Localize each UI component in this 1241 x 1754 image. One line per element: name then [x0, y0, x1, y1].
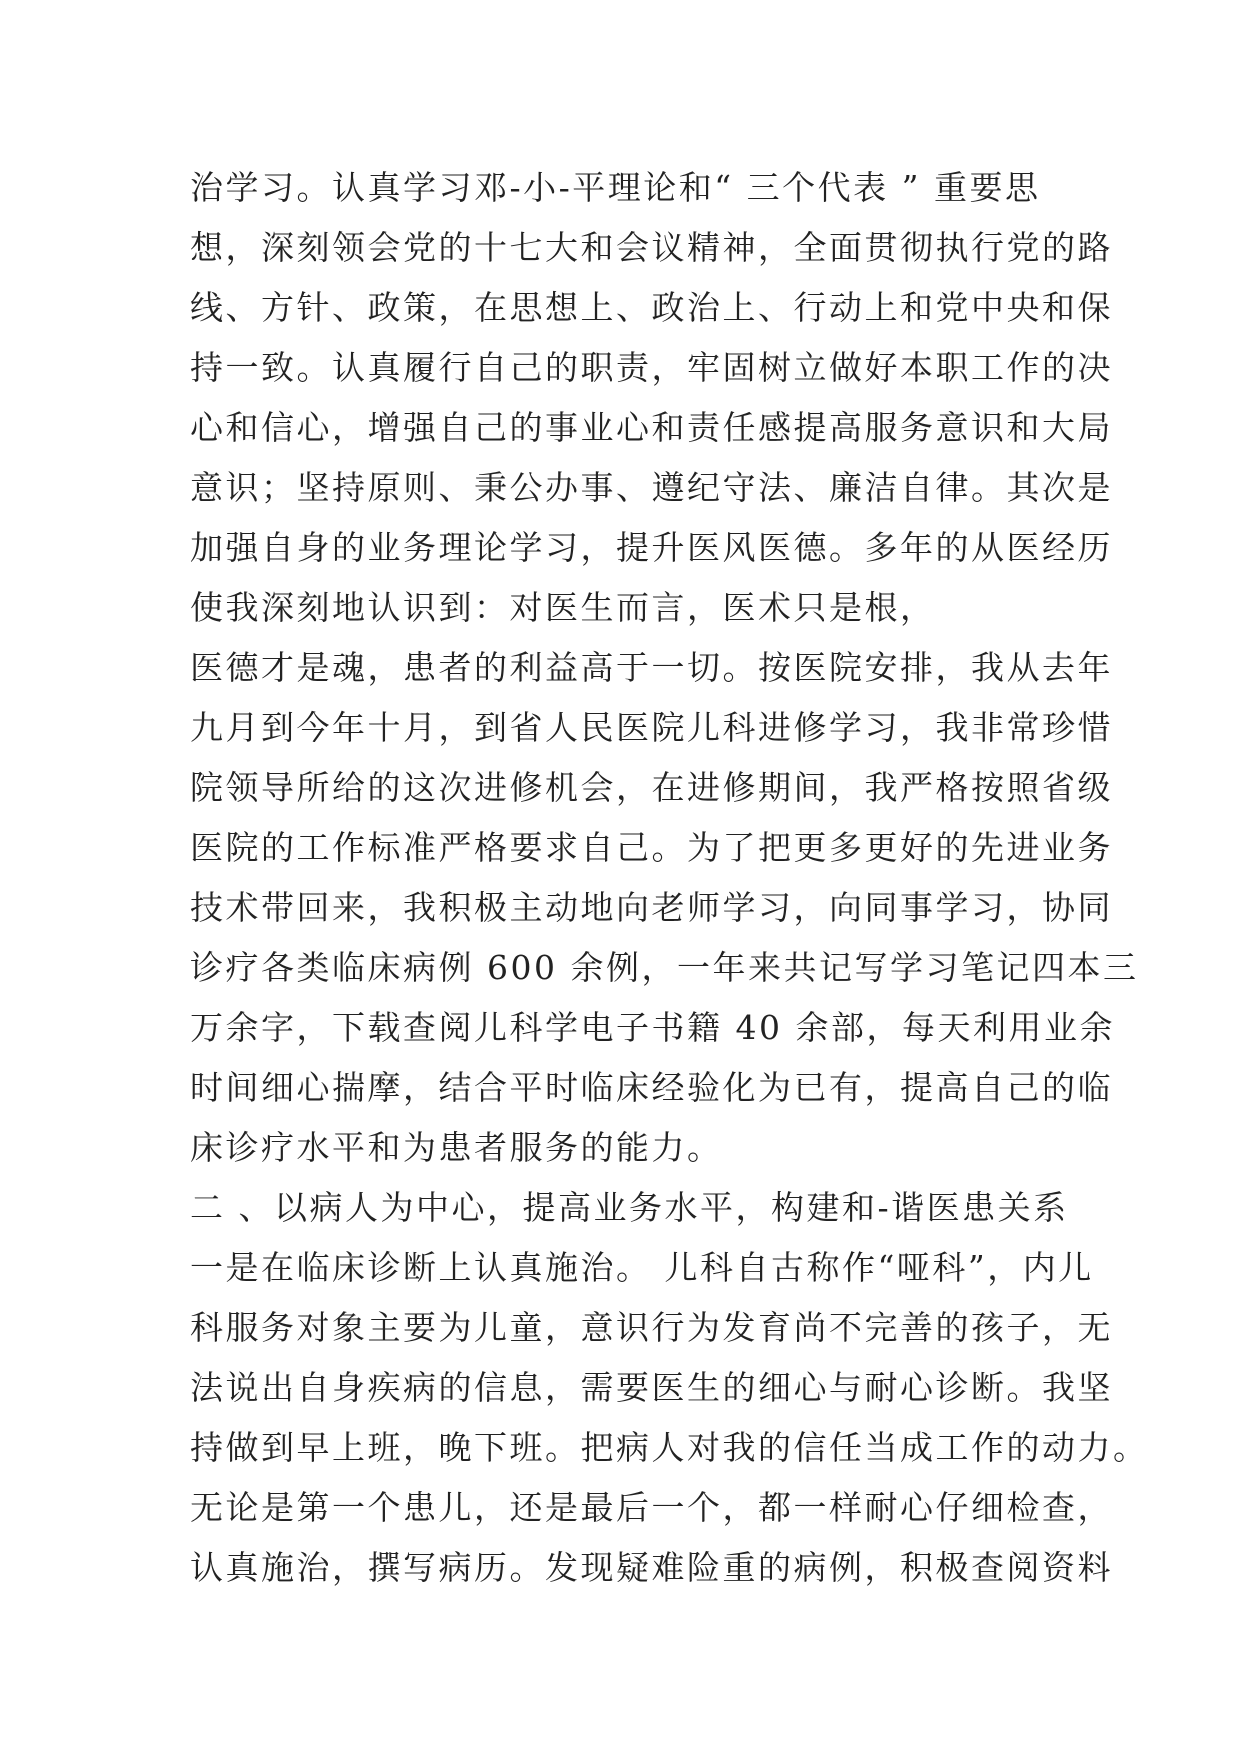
text-line: 一是在临床诊断上认真施治。 儿科自古称作“哑科”，内儿 — [190, 1248, 1094, 1287]
text-line: 医德才是魂，患者的利益高于一切。按医院安排，我从去年 — [190, 648, 1113, 687]
body-text — [190, 158, 1149, 1598]
text-line: 持一致。认真履行自己的职责，牢固树立做好本职工作的决 — [190, 348, 1113, 387]
text-line: 医院的工作标准严格要求自己。为了把更多更好的先进业务 — [190, 828, 1113, 867]
text-line: 无论是第一个患儿，还是最后一个，都一样耐心仔细检查， — [190, 1488, 1113, 1527]
text-line: 床诊疗水平和为患者服务的能力。 — [190, 1128, 723, 1167]
text-line: 院领导所给的这次进修机会，在进修期间，我严格按照省级 — [190, 768, 1113, 807]
text-line: 持做到早上班，晚下班。把病人对我的信任当成工作的动力。 — [190, 1428, 1149, 1467]
section-heading: 二 、以病人为中心，提高业务水平，构建和-谐医患关系 — [190, 1188, 1069, 1227]
text-line: 科服务对象主要为儿童，意识行为发育尚不完善的孩子，无 — [190, 1308, 1113, 1347]
text-line: 心和信心，增强自己的事业心和责任感提高服务意识和大局 — [190, 408, 1113, 447]
text-line: 加强自身的业务理论学习，提升医风医德。多年的从医经历 — [190, 528, 1113, 567]
text-line: 使我深刻地认识到：对医生而言，医术只是根， — [190, 588, 936, 627]
text-line: 认真施治，撰写病历。发现疑难险重的病例，积极查阅资料 — [190, 1548, 1113, 1587]
text-line: 诊疗各类临床病例 600 余例，一年来共记写学习笔记四本三 — [190, 948, 1139, 987]
text-line: 法说出自身疾病的信息，需要医生的细心与耐心诊断。我坚 — [190, 1368, 1113, 1407]
text-line: 想，深刻领会党的十七大和会议精神，全面贯彻执行党的路 — [190, 228, 1113, 267]
text-line: 万余字，下载查阅儿科学电子书籍 40 余部，每天利用业余 — [190, 1008, 1115, 1047]
text-line: 意识；坚持原则、秉公办事、遵纪守法、廉洁自律。其次是 — [190, 468, 1113, 507]
text-line: 技术带回来，我积极主动地向老师学习，向同事学习，协同 — [190, 888, 1113, 927]
text-line: 治学习。认真学习邓-小-平理论和“ 三个代表 ” 重要思 — [190, 168, 1041, 207]
text-line: 时间细心揣摩，结合平时临床经验化为已有，提高自己的临 — [190, 1068, 1113, 1107]
text-line: 九月到今年十月，到省人民医院儿科进修学习，我非常珍惜 — [190, 708, 1113, 747]
text-line: 线、方针、政策，在思想上、政治上、行动上和党中央和保 — [190, 288, 1113, 327]
